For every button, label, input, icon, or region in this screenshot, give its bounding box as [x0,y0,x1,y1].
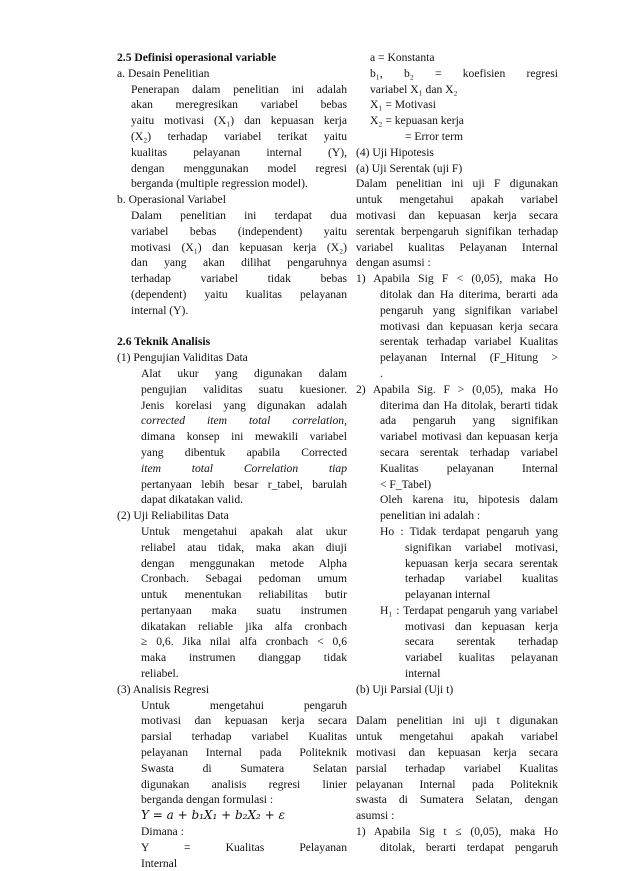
text-line: diterima dan Ha ditolak, berarti tidak [380,398,558,412]
text-line: ≥ 0,6. Jika nilai alfa cronbach < 0,6 [141,635,347,649]
text-line: reliabel atau tidak, maka akan diuji [141,540,347,554]
text-line: swasta di Sumatera Selatan, dengan [356,793,558,807]
text-line: pengaruh yang signifikan variabel [380,303,558,317]
text-line [117,319,347,335]
text-line: Oleh karena itu, hipotesis dalam [380,493,558,507]
text-line: internal (Y). [131,303,189,317]
text-line: Dalam penelitian ini terdapat dua [131,208,347,222]
text-line: (a) Uji Serentak (uji F) [356,161,463,175]
text-line: untuk mengetahui apakah variabel [356,730,558,744]
text-line: pelayanan Internal pada Politeknik [356,777,558,791]
text-line: akan meregresikan variabel bebas [131,98,347,112]
text-line: motivasi dan kepuasan kerja secara [356,208,558,222]
text-line: parsial terhadap variabel Kualitas [356,761,558,775]
text-line: berganda (multiple regression model). [131,177,308,191]
text-line: Untuk mengetahui pengaruh [141,698,347,712]
text-line: yang dibentuk apabila Corrected [141,445,347,459]
text-line: pengujian validitas suatu kuesioner. [141,382,347,396]
text-line: Penerapan dalam penelitian ini adalah [131,82,347,96]
text-line: H₁ : Terdapat pengaruh yang variabel [380,603,558,617]
text-line: < F_Tabel) [380,477,432,491]
text-line: ditolak dan Ha diterima, berarti ada [380,287,558,301]
text-line: asumsi : [356,809,395,823]
text-line: dan yang akan dilihat pengaruhnya [131,256,347,270]
text-line: corrected item total correlation, [141,414,347,428]
text-line: ada pengaruh yang signifikan [380,414,558,428]
text-line: variabel X₁ dan X₂ [370,82,458,96]
text-line: untuk menentukan reliabilitas butir [141,588,347,602]
text-line: Internal [141,856,178,870]
text-line: variabel kualitas pelayanan [405,651,558,665]
text-line: (dependent) yaitu kualitas pelayanan [131,287,347,301]
text-line: dikatakan reliable jika alfa cronbach [141,619,347,633]
text-line: maka instrumen dianggap tidak [141,651,347,665]
text-line: pelayanan Internal pada Politeknik [141,746,347,760]
text-line: Dalam penelitian ini uji t digunakan [356,714,558,728]
text-line: serentak berpengaruh signifikan terhadap [356,224,558,238]
text-line: ditolak, berarti terdapat pengaruh [380,840,558,854]
text-line: berganda dengan formulasi : [141,793,274,807]
text-line: b. Operasional Variabel [117,193,226,207]
text-line: pelayanan internal [405,588,491,602]
text-line: digunakan analisis regresi linier [141,777,347,791]
text-line: signifikan variabel motivasi, [405,540,558,554]
text-line: (3) Analisis Regresi [117,682,210,696]
text-line: kualitas pelayanan internal (Y), [131,145,347,159]
text-line: terhadap variabel tidak bebas [131,272,347,286]
text-line: (2) Uji Reliabilitas Data [117,509,229,523]
text-line: Y = Kualitas Pelayanan [141,840,347,854]
text-line: Jenis korelasi yang digunakan adalah [141,398,347,412]
text-line: motivasi dan kepuasan kerja [405,619,558,633]
text-line: dengan menggunakan model regresi [131,161,347,175]
text-line: motivasi dan kepuasan kerja secara [356,746,558,760]
text-line: Y = a + b₁X₁ + b₂X₂ + ε [141,808,285,823]
text-line: motivasi dan kepuasan kerja secara [380,319,558,333]
text-line: dengan menggunakan metode Alpha [141,556,347,570]
text-line: Dalam penelitian ini uji F digunakan [356,177,558,191]
text-line: a. Desain Penelitian [117,66,210,80]
text-line: (b) Uji Parsial (Uji t) [356,682,454,696]
left-column [117,50,347,871]
text-line: Swasta di Sumatera Selatan [141,761,347,775]
text-line: yaitu motivasi (X₁) dan kepuasan kerja [131,114,347,128]
text-line: X₂ = kepuasan kerja [370,114,464,128]
text-line: . [380,366,383,380]
text-line: motivasi (X₁) dan kepuasan kerja (X₂) [131,240,347,254]
text-line: b₁, b₂ = koefisien regresi [370,66,558,80]
text-line: 2.5 Definisi operasional variable [117,51,277,64]
text-line: pelayanan Internal (F_Hitung > [380,351,558,365]
text-line: (1) Pengujian Validitas Data [117,351,248,365]
text-line [356,698,558,714]
text-line: untuk mengetahui apakah variabel [356,193,558,207]
text-line: dimana konsep ini mewakili variabel [141,430,347,444]
text-line: dengan asumsi : [356,256,431,270]
text-line: Kualitas pelayanan Internal [380,461,558,475]
text-line: X₁ = Motivasi [370,98,436,112]
text-line: motivasi dan kepuasan kerja secara [141,714,347,728]
text-line: Cronbach. Sebagai pedoman umum [141,572,347,586]
text-line: Alat ukur yang digunakan dalam [141,366,347,380]
text-line: (X₂) terhadap variabel terikat yaitu [131,129,347,143]
text-line: 1) Apabila Sig F < (0,05), maka Ho [356,272,558,286]
text-line: parsial terhadap variabel Kualitas [141,730,347,744]
text-line: item total Correlation tiap [141,461,347,475]
text-line: Untuk mengetahui apakah alat ukur [141,524,347,538]
text-line: 2.6 Teknik Analisis [117,335,211,349]
text-line: serentak terhadap variabel Kualitas [380,335,558,349]
text-line: 2) Apabila Sig. F > (0,05), maka Ho [356,382,558,396]
text-line: reliabel. [141,667,179,681]
text-line: secara serentak terhadap variabel [380,445,558,459]
text-line: kepuasan kerja secara serentak [405,556,558,570]
text-line: internal [405,667,441,681]
text-line: a = Konstanta [370,51,435,64]
right-column [356,50,558,856]
text-line: secara serentak terhadap [405,635,558,649]
text-line: 1) Apabila Sig t ≤ (0,05), maka Ho [356,825,558,839]
text-line: pertanyaan lebih besar r_tabel, barulah [141,477,347,491]
text-line: = Error term [405,129,464,143]
text-line: (4) Uji Hipotesis [356,145,434,159]
text-line: Dimana : [141,825,184,839]
text-line: pertanyaan maka suatu instrumen [141,603,347,617]
text-line: variabel kualitas Pelayanan Internal [356,240,558,254]
text-line: Ho : Tidak terdapat pengaruh yang [380,524,558,538]
text-line: terhadap variabel kualitas [405,572,558,586]
text-line: variabel bebas (independent) yaitu [131,224,347,238]
text-line: dapat dikatakan valid. [141,493,244,507]
text-line: penelitian ini adalah : [380,509,481,523]
text-line: variabel motivasi dan kepuasan kerja [380,430,558,444]
